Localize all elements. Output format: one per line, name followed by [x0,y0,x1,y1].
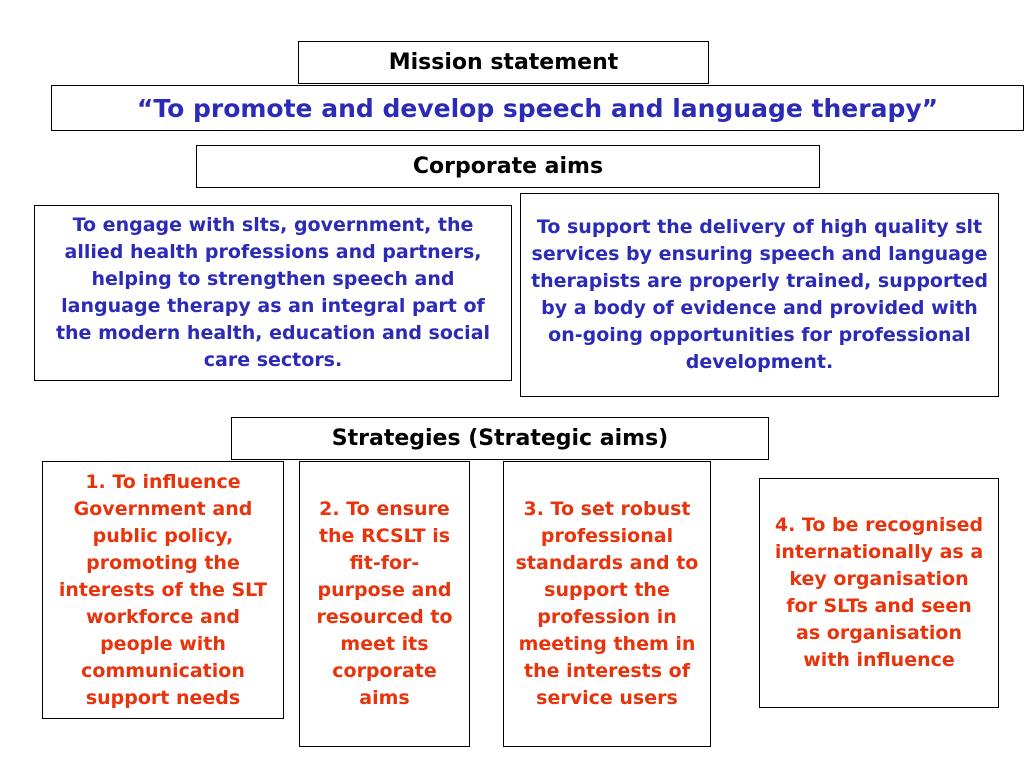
mission-statement-text: “To promote and develop speech and language therapy” [136,93,939,123]
corporate-aim-2 [520,193,999,397]
strategy-1 [42,461,284,719]
strategy-4 [759,478,999,708]
corporate-aims-heading-label: Corporate aims [412,154,604,179]
strategy-2 [299,461,470,747]
strategies-heading [231,417,769,460]
corporate-aim-2-text: To support the delivery of high quality slt services by ensuring speech and language therapists are properly trained, supported by a body of evidence and provided with on-going opportunities for professional development. [531,216,988,373]
strategy-2-text: 2. To ensure the RCSLT is fit-for-purpose and resourced to meet its corporate aims [316,498,453,709]
strategy-1-text: 1. To influence Government and public policy, promoting the interests of the SLT workforce and people with communication support needs [58,470,268,709]
strategy-3-text: 3. To set robust professional standards and to support the profession in meeting them in the interests of service users [515,498,699,709]
corporate-aims-heading [196,145,820,188]
mission-statement-heading-label: Mission statement [388,50,619,75]
mission-statement-heading [298,41,709,84]
strategy-4-text: 4. To be recognised internationally as a key organisation for SLTs and seen as organisation with influence [774,514,984,671]
strategies-heading-label: Strategies (Strategic aims) [331,426,669,451]
strategy-3 [503,461,711,747]
mission-statement-box [51,85,1024,131]
corporate-aim-1-text: To engage with slts, government, the allied health professions and partners, helping to strengthen speech and language therapy as an integral part of the modern health, education and social care sectors. [55,214,491,371]
corporate-aim-1 [34,205,512,381]
